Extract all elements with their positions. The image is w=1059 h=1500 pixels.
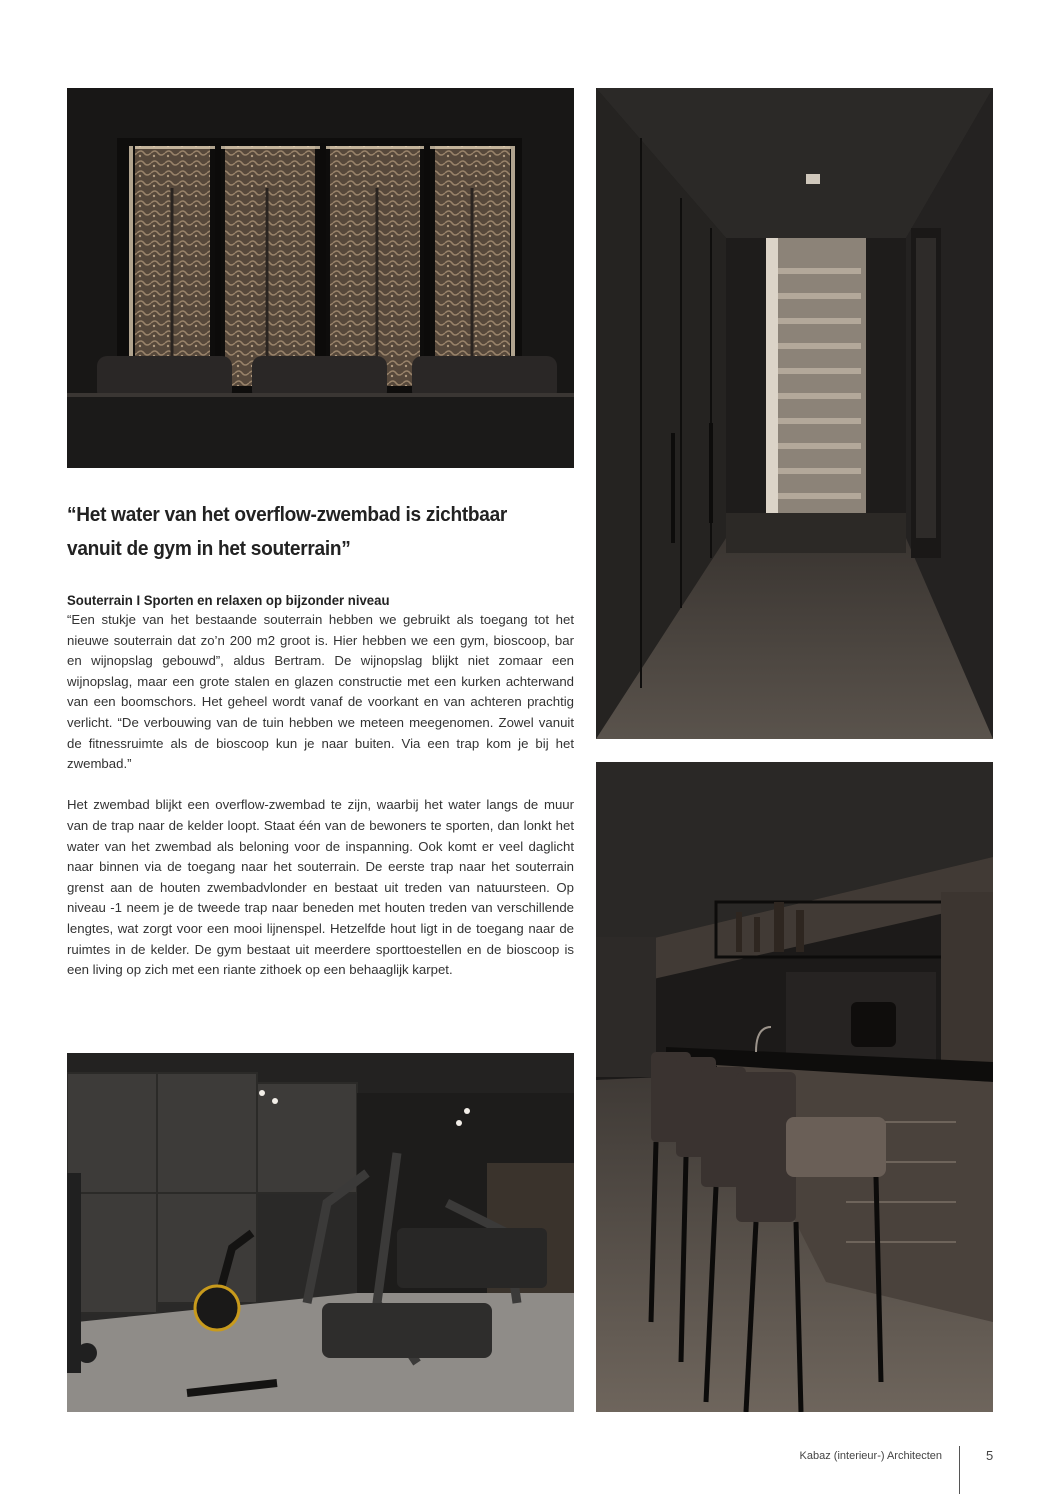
article-body — [67, 590, 574, 1001]
photo-staircase-corridor — [596, 88, 993, 739]
photo-bar-area — [596, 762, 993, 1412]
section-subheading: Souterrain I Sporten en relaxen op bijzonder niveau — [67, 592, 390, 608]
pull-quote-line-2: vanuit de gym in het souterrain” — [67, 537, 351, 560]
footer-publisher: Kabaz (interieur-) Architecten — [799, 1450, 942, 1462]
pull-quote — [67, 498, 541, 566]
paragraph-2: Het zwembad blijkt een overflow-zwembad te zijn, waarbij het water langs de muur van de trap naar de kelder loopt. Staat één van de bewoners te sporten, dan lonkt het water van het zwembad als beloning voor de inspanning. Ook komt er veel daglicht naar binnen via de toegang naar het souterrain. De eerste trap naar het souterrain grenst aan de houten zwembadvlonder en bestaat uit treden van natuursteen. Op niveau -1 neem je de tweede trap naar beneden met houten treden van verschillende lengtes, wat zorgt voor een mooi lijnenspel. Hetzelfde hout ligt in de toegang naar de ruimtes in de kelder. De gym bestaat uit meerdere sporttoestellen en de bioscoop is een living op zich met een riante zithoek op een behaaglijk karpet. — [67, 797, 574, 978]
photo-wine-storage — [67, 88, 574, 468]
footer-divider — [959, 1446, 960, 1494]
paragraph-1: “Een stukje van het bestaande souterrain hebben we gebruikt als toegang tot het nieuwe souterrain dat zo’n 200 m2 groot is. Hier hebben we een gym, bioscoop, bar en wijnopslag gebouwd”, aldus Bertram. De wijnopslag blijkt niet zomaar een wijnopslag, maar een grote stalen en glazen constructie met een kurken achterwand van een boomschors. Het geheel wordt vanaf de voorkant en van achteren prachtig verlicht. “De verbouwing van de tuin hebben we meteen meegenomen. Zowel vanuit de fitnessruimte als de bioscoop kun je naar buiten. Via een trap kom je bij het zwembad.” — [67, 612, 574, 772]
photo-gym — [67, 1053, 574, 1412]
pull-quote-line-1: “Het water van het overflow-zwembad is zichtbaar — [67, 503, 508, 526]
page-number: 5 — [986, 1448, 994, 1463]
